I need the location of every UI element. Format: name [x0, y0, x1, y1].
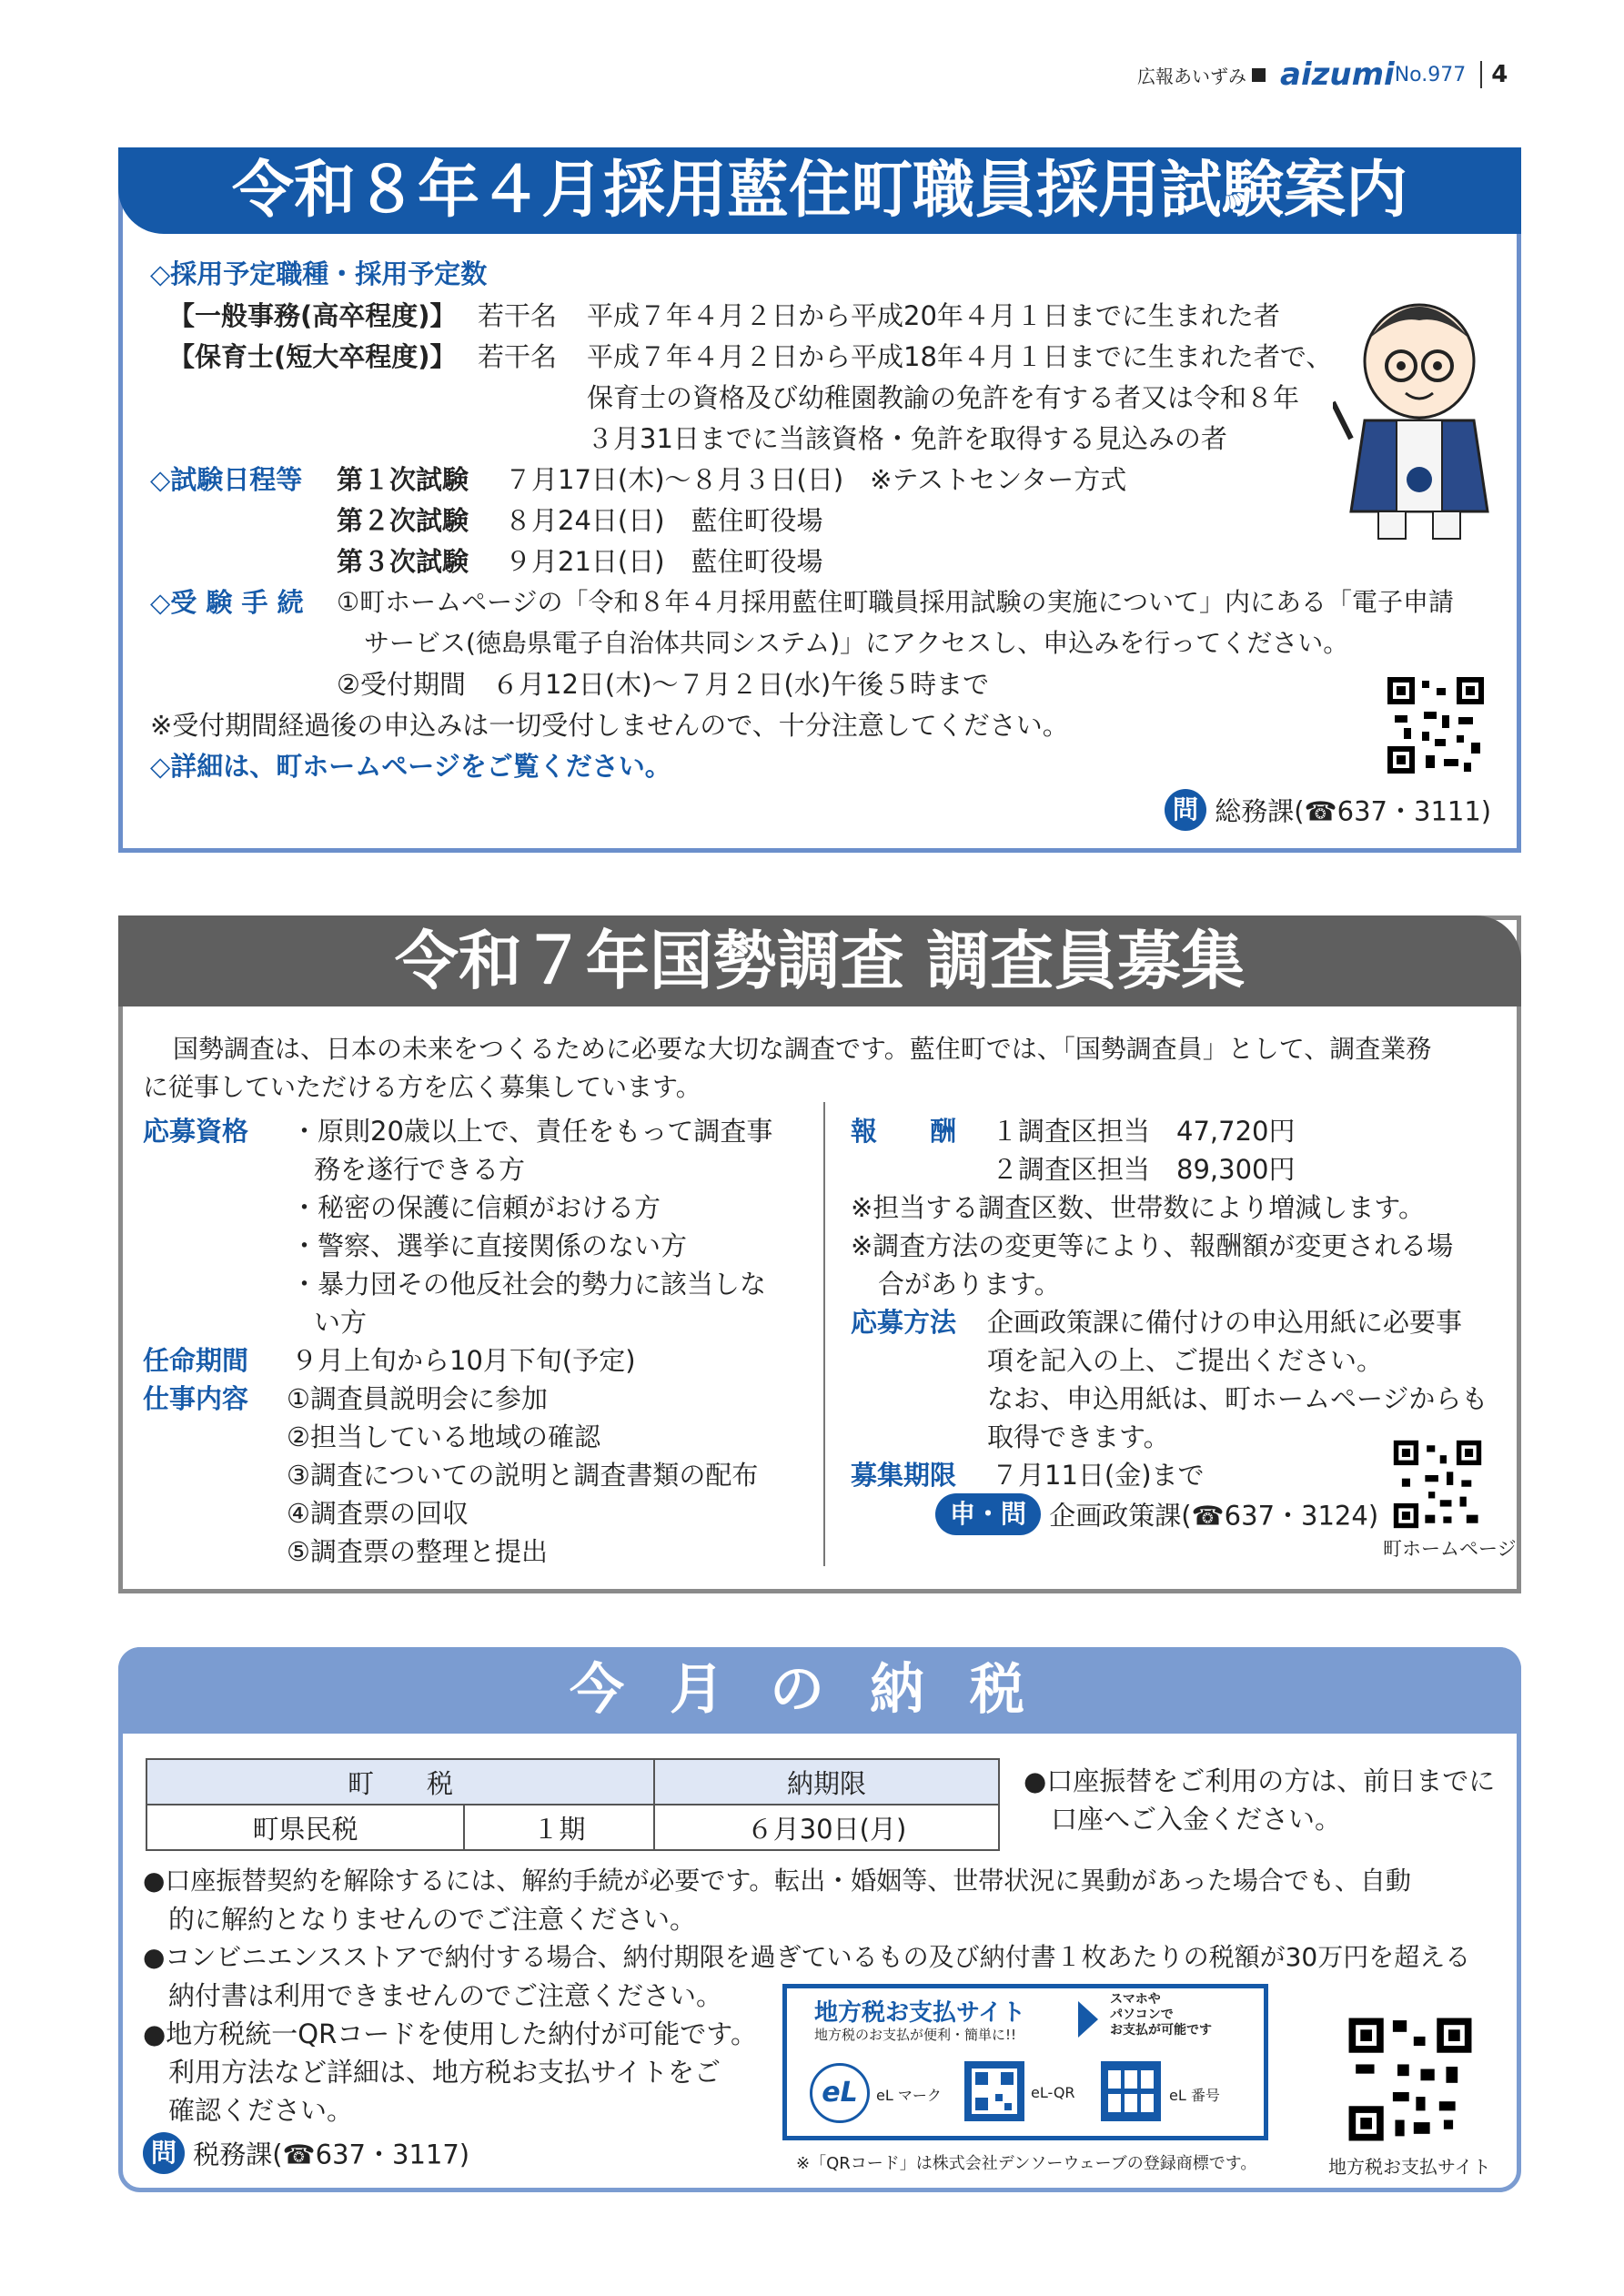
census-contact-text: 企画政策課(☎637・3124) [1049, 1500, 1379, 1532]
job1-requirement: 平成７年４月２日から平成20年４月１日までに生まれた者 [587, 300, 1280, 331]
issue-number: No.977 [1394, 63, 1467, 86]
apply-label: 応募方法 [851, 1307, 957, 1338]
inquiry-badge: 問 [1165, 789, 1206, 831]
qualification-4a: ・暴力団その他反社会的勢力に該当しな [291, 1269, 767, 1300]
apply-1: 企画政策課に備付けの申込用紙に必要事 [987, 1307, 1463, 1338]
exam1-text: ７月17日(木)～８月３日(日) ※テストセンター方式 [505, 464, 1127, 495]
arrow-right-icon [1078, 2001, 1098, 2038]
page-header [1137, 56, 1538, 93]
tax-note-1a: ●口座振替契約を解除するには、解約手続が必要です。転出・婚姻等、世帯状況に異動があった場合でも、自動 [143, 1866, 1411, 1896]
census-contact [935, 1493, 1378, 1535]
square-icon [1252, 68, 1266, 82]
apply-2: 項を記入の上、ご提出ください。 [987, 1345, 1384, 1376]
job1-label: 【一般事務(高卒程度)】 [168, 300, 457, 331]
qualification-1b: 務を遂行できる方 [314, 1154, 526, 1185]
census-intro-2: に従事していただける方を広く募集しています。 [143, 1072, 701, 1102]
work-label: 仕事内容 [143, 1383, 249, 1414]
census-section [118, 915, 1521, 1593]
inquiry-badge: 問 [143, 2132, 185, 2174]
site-devices-1: スマホや [1110, 1992, 1161, 2007]
recruit-title: 令和８年４月採用藍住町職員採用試験案内 [118, 147, 1521, 234]
divider [1480, 61, 1482, 88]
pay-note-2b: 合があります。 [878, 1269, 1061, 1300]
recruit-note: ※受付期間経過後の申込みは一切受付しませんので、十分注意してください。 [150, 710, 1069, 741]
work-item-5: ⑤調査票の整理と提出 [287, 1536, 548, 1567]
el-mark-label: eL マーク [876, 2087, 942, 2104]
site-devices-2: パソコンで [1110, 2008, 1174, 2022]
procedure-heading: ◇受 験 手 続 [150, 587, 304, 618]
aizumi-logo: aizumi [1280, 56, 1395, 93]
tax-note-2a: ●コンビニエンスストアで納付する場合、納付期限を過ぎているもの及び納付書１枚あたりの税額が30万円を超える [143, 1942, 1471, 1972]
pay-note-1: ※担当する調査区数、世帯数により増減します。 [851, 1192, 1425, 1223]
town-homepage-qr-caption: 町ホームページ [1383, 1538, 1517, 1560]
exam3-label: 第３次試験 [337, 546, 469, 577]
tax-title: 今月の納税 [118, 1647, 1521, 1734]
tax-note-3c: 確認ください。 [168, 2095, 354, 2126]
recruit-positions-heading: ◇採用予定職種・採用予定数 [150, 258, 488, 289]
work-item-3: ③調査についての説明と調査書類の配布 [287, 1460, 759, 1491]
recruit-details-link[interactable]: ◇詳細は、町ホームページをご覧ください。 [150, 751, 671, 782]
el-mark-icon: eL [810, 2063, 870, 2123]
publication-name: 広報あいずみ [1137, 65, 1246, 87]
tax-note-2b: 納付書は利用できませんのでご注意ください。 [168, 1980, 723, 2011]
el-number-label: eL 番号 [1169, 2087, 1220, 2104]
job2-label: 【保育士(短大卒程度)】 [168, 341, 457, 372]
pay-note-2a: ※調査方法の変更等により、報酬額が変更される場 [851, 1230, 1454, 1261]
table-header-tax: 町 税 [146, 1759, 654, 1805]
side-note-1: ●口座振替をご利用の方は、前日までに [1024, 1765, 1496, 1796]
table-cell-tax-name: 町県民税 [146, 1805, 464, 1850]
tax-contact [143, 2132, 469, 2174]
exam2-text: ８月24日(日) 藍住町役場 [505, 505, 823, 536]
recruit-qr-code-icon[interactable] [1386, 675, 1486, 775]
procedure-2: ②受付期間 ６月12日(木)～７月２日(水)午後５時まで [337, 669, 990, 700]
job1-count: 若干名 [478, 300, 558, 331]
job2-count: 若干名 [478, 341, 558, 372]
table-header-row [146, 1759, 999, 1805]
tax-site-qr-caption: 地方税お支払サイト [1328, 2156, 1491, 2178]
exam1-label: 第１次試験 [337, 464, 469, 495]
tax-note-1b: 的に解約となりませんのでご注意ください。 [168, 1904, 697, 1935]
exam2-label: 第２次試験 [337, 505, 469, 536]
mascot-character-icon [1333, 284, 1506, 548]
site-devices [1110, 1992, 1212, 2038]
term-label: 任命期間 [143, 1345, 249, 1376]
site-devices-3: お支払が可能です [1110, 2023, 1212, 2038]
page-number: 4 [1491, 61, 1508, 88]
pay-2: ２調査区担当 89,300円 [992, 1154, 1296, 1185]
pay-1: １調査区担当 47,720円 [992, 1116, 1296, 1147]
side-note-2: 口座へご入金ください。 [1051, 1804, 1342, 1835]
table-row [146, 1805, 999, 1850]
qualification-3: ・警察、選挙に直接関係のない方 [291, 1230, 688, 1261]
job2-requirement-2: 保育士の資格及び幼稚園教諭の免許を有する者又は令和８年 [587, 382, 1300, 413]
el-qr-label: eL-QR [1031, 2084, 1075, 2101]
job2-requirement-3: ３月31日までに当該資格・免許を取得する見込みの者 [587, 423, 1227, 454]
term-text: ９月上旬から10月下旬(予定) [291, 1345, 636, 1376]
apply-4: 取得できます。 [987, 1421, 1170, 1452]
exam-schedule-heading: ◇試験日程等 [150, 464, 303, 495]
el-qr-icon [964, 2061, 1024, 2121]
table-header-deadline: 納期限 [654, 1759, 999, 1805]
deadline-text: ７月11日(金)まで [992, 1460, 1205, 1491]
qualification-1a: ・原則20歳以上で、責任をもって調査事 [291, 1116, 773, 1147]
qualification-label: 応募資格 [143, 1116, 249, 1147]
job2-requirement-1: 平成７年４月２日から平成18年４月１日までに生まれた者で、 [587, 341, 1333, 372]
exam3-text: ９月21日(日) 藍住町役場 [505, 546, 823, 577]
recruit-contact [1165, 789, 1491, 831]
column-divider [823, 1102, 825, 1566]
work-item-1: ①調査員説明会に参加 [287, 1383, 548, 1414]
tax-note-3a: ●地方税統一QRコードを使用した納付が可能です。 [143, 2018, 757, 2049]
table-cell-deadline: ６月30日(月) [654, 1805, 999, 1850]
tax-table [146, 1758, 1000, 1851]
tax-contact-text: 税務課(☎637・3117) [193, 2139, 470, 2170]
qr-trademark-note: ※「QRコード」は株式会社デンソーウェーブの登録商標です。 [796, 2154, 1257, 2173]
census-intro-1: 国勢調査は、日本の未来をつくるために必要な大切な調査です。藍住町では、「国勢調査員」として、調査業務 [173, 1034, 1432, 1064]
apply-inquiry-badge: 申・問 [935, 1493, 1041, 1535]
work-item-4: ④調査票の回収 [287, 1498, 469, 1529]
procedure-1a: ①町ホームページの「令和８年４月採用藍住町職員採用試験の実施について」内にある「電子申請 [337, 587, 1454, 617]
el-number-icon [1101, 2061, 1161, 2121]
recruit-section [118, 147, 1521, 853]
qualification-4b: い方 [314, 1307, 368, 1338]
tax-site-qr-code-icon[interactable] [1347, 2016, 1474, 2143]
census-title: 令和７年国勢調査 調査員募集 [118, 915, 1521, 1006]
tax-payment-site-banner[interactable] [782, 1984, 1268, 2140]
table-cell-term: １期 [464, 1805, 654, 1850]
procedure-1b: サービス(徳島県電子自治体共同システム)」にアクセスし、申込みを行ってください。 [364, 628, 1349, 658]
tax-note-3b: 利用方法など詳細は、地方税お支払サイトをご [168, 2057, 721, 2088]
site-subtitle: 地方税のお支払が便利・簡単に!! [814, 2027, 1017, 2043]
qualification-2: ・秘密の保護に信頼がおける方 [291, 1192, 661, 1223]
site-title: 地方税お支払サイト [814, 1999, 1026, 2027]
town-homepage-qr-code-icon[interactable] [1392, 1439, 1483, 1530]
apply-3: なお、申込用紙は、町ホームページからも [987, 1383, 1488, 1414]
recruit-contact-text: 総務課(☎637・3111) [1215, 795, 1492, 827]
work-item-2: ②担当している地域の確認 [287, 1421, 600, 1452]
deadline-label: 募集期限 [851, 1460, 957, 1491]
pay-label: 報 酬 [851, 1116, 957, 1147]
